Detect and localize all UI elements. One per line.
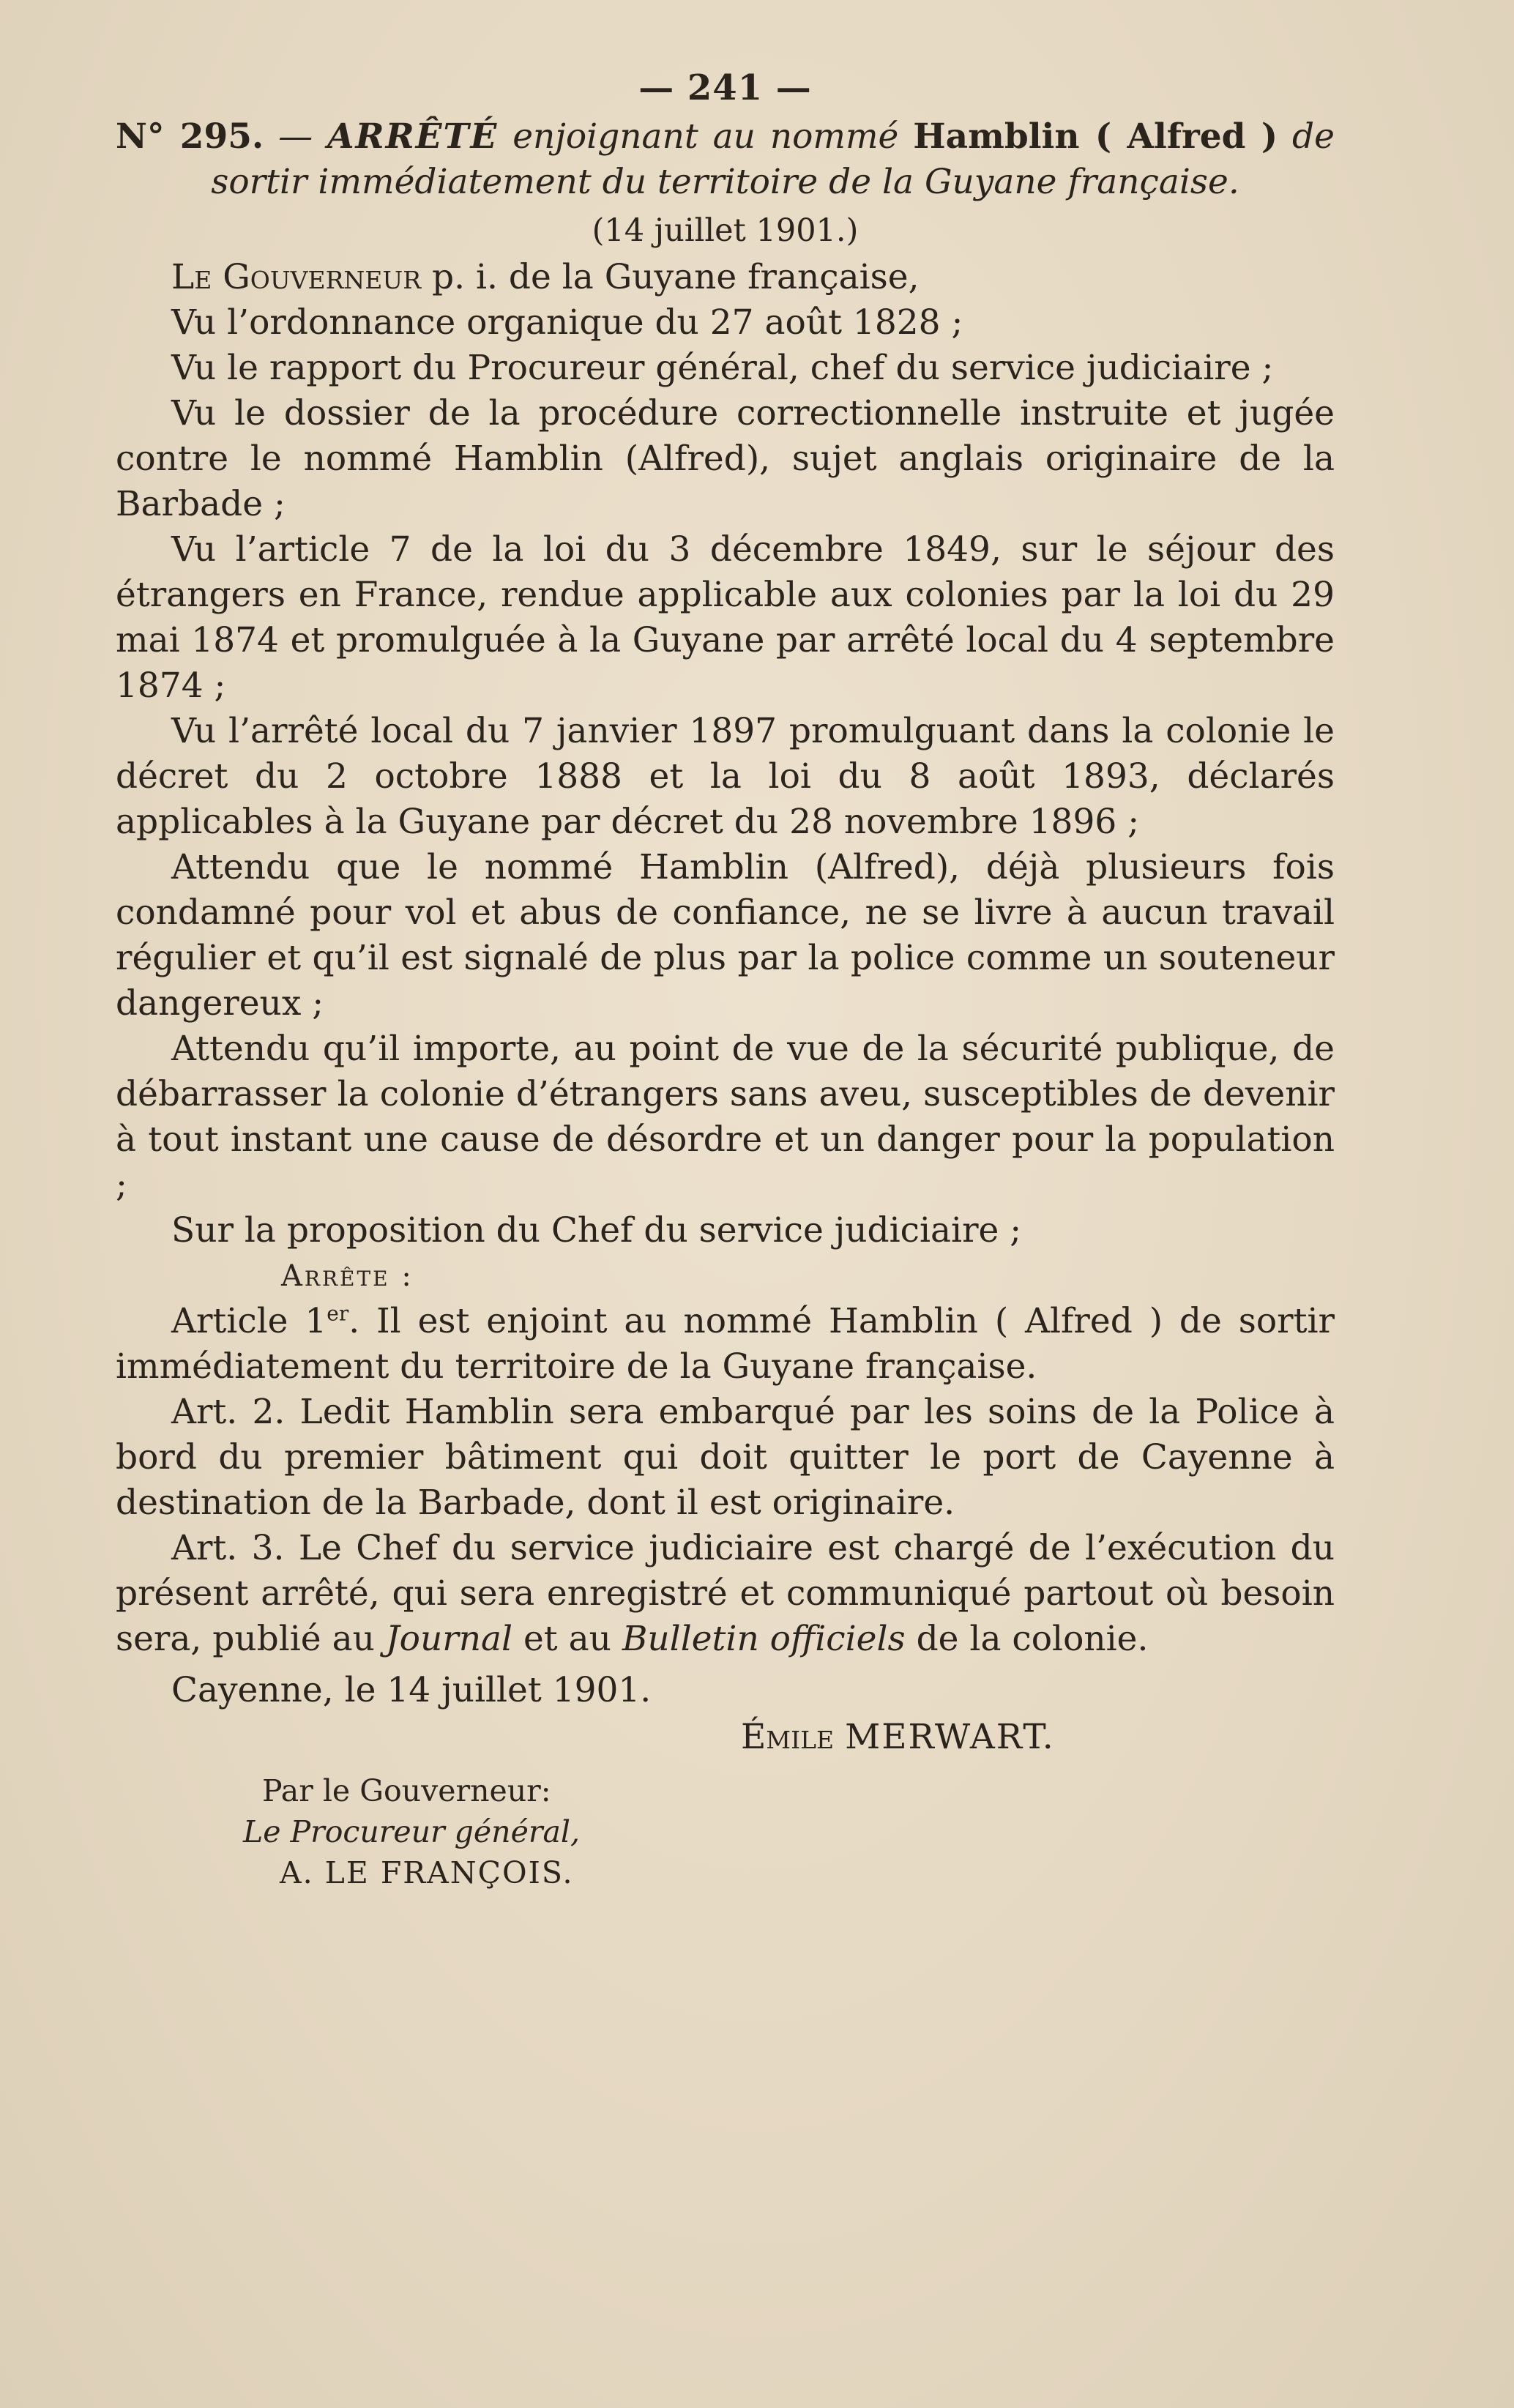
consideration-paragraph: Vu le dossier de la procédure correctionnelle instruite et jugée contre le nommé Hamblin (Alfred), sujet anglais originaire de la Barbade ; bbox=[116, 393, 1335, 524]
article-1-label: Article 1 bbox=[171, 1301, 327, 1341]
consideration-paragraph: Vu le rapport du Procureur général, chef du service judiciaire ; bbox=[171, 348, 1274, 388]
decree-heading bbox=[116, 114, 1335, 205]
countersign-line-3: A. LE FRANÇOIS. bbox=[280, 1855, 574, 1890]
page-number: — 241 — bbox=[638, 67, 812, 108]
article-3-end: de la colonie. bbox=[916, 1619, 1149, 1659]
heading-text: enjoignant au nommé bbox=[512, 116, 899, 157]
decree-number: N° 295. bbox=[116, 116, 264, 157]
heading-dash: — bbox=[278, 116, 313, 157]
article-2: Art. 2. Ledit Hamblin sera embarqué par les soins de la Police à bord du premier bâtiment qui doit quitter le port de Cayenne à destination de la Barbade, dont il est originaire. bbox=[116, 1392, 1335, 1523]
article-3-mid: et au bbox=[523, 1619, 611, 1659]
countersign-line-2: Le Procureur général, bbox=[243, 1814, 581, 1849]
article-1-text: . Il est enjoint au nommé Hamblin ( Alfred ) de sortir immédiatement du territoire de la Guyane française. bbox=[116, 1301, 1335, 1387]
governor-label: Le Gouverneur bbox=[171, 257, 422, 297]
consideration-paragraph: Vu l’ordonnance organique du 27 août 1828 ; bbox=[171, 302, 963, 343]
countersign-line-1: Par le Gouverneur: bbox=[262, 1773, 551, 1808]
arrete-label: Arrête : bbox=[281, 1259, 414, 1293]
place-date: Cayenne, le 14 juillet 1901. bbox=[171, 1670, 652, 1710]
heading-person-name: Hamblin ( Alfred ) bbox=[913, 116, 1278, 157]
consideration-paragraph: Attendu qu’il importe, au point de vue de la sécurité publique, de débarrasser la colonie d’étrangers sans aveu, susceptibles de devenir à tout instant une cause de désordre et un danger pour la population ; bbox=[116, 1029, 1335, 1205]
governor-rest: p. i. de la Guyane française, bbox=[432, 257, 920, 297]
journal-title: Journal bbox=[385, 1619, 513, 1659]
countersignature bbox=[243, 1770, 1335, 1893]
signature bbox=[741, 1715, 1335, 1760]
article-1 bbox=[116, 1299, 1335, 1390]
consideration-paragraph: Vu l’arrêté local du 7 janvier 1897 promulguant dans la colonie le décret du 2 octobre 1888 et la loi du 8 août 1893, déclarés applicables à la Guyane par décret du 28 novembre 1896 ; bbox=[116, 711, 1335, 842]
article-1-superscript: er bbox=[327, 1301, 349, 1326]
decree-date: (14 juillet 1901.) bbox=[592, 212, 859, 249]
decree-type: ARRÊTÉ bbox=[327, 116, 499, 157]
signature-first-name: Émile bbox=[741, 1717, 835, 1757]
bulletin-title: Bulletin officiels bbox=[622, 1619, 906, 1659]
article-3-text: Art. 3. Le Chef du service judiciaire est chargé de l’exécution du présent arrêté, qui sera enregistré et communiqué partout où besoin sera, publié au bbox=[116, 1528, 1335, 1659]
text-block bbox=[116, 67, 1335, 1893]
consideration-paragraph: Sur la proposition du Chef du service judiciaire ; bbox=[171, 1210, 1022, 1250]
article-3 bbox=[116, 1526, 1335, 1662]
consideration-paragraph: Vu l’article 7 de la loi du 3 décembre 1849, sur le séjour des étrangers en France, rendue applicable aux colonies par la loi du 29 mai 1874 et promulguée à la Guyane par arrêté local du 4 septembre 1874 ; bbox=[116, 529, 1335, 706]
heading-subject: de sortir immédiatement du territoire de la Guyane française. bbox=[211, 116, 1335, 202]
signature-last-name: MERWART. bbox=[845, 1717, 1055, 1757]
consideration-paragraph: Attendu que le nommé Hamblin (Alfred), déjà plusieurs fois condamné pour vol et abus de confiance, ne se livre à aucun travail régulier et qu’il est signalé de plus par la police comme un souteneur dangereux ; bbox=[116, 847, 1335, 1024]
intro-paragraph bbox=[116, 255, 1335, 300]
